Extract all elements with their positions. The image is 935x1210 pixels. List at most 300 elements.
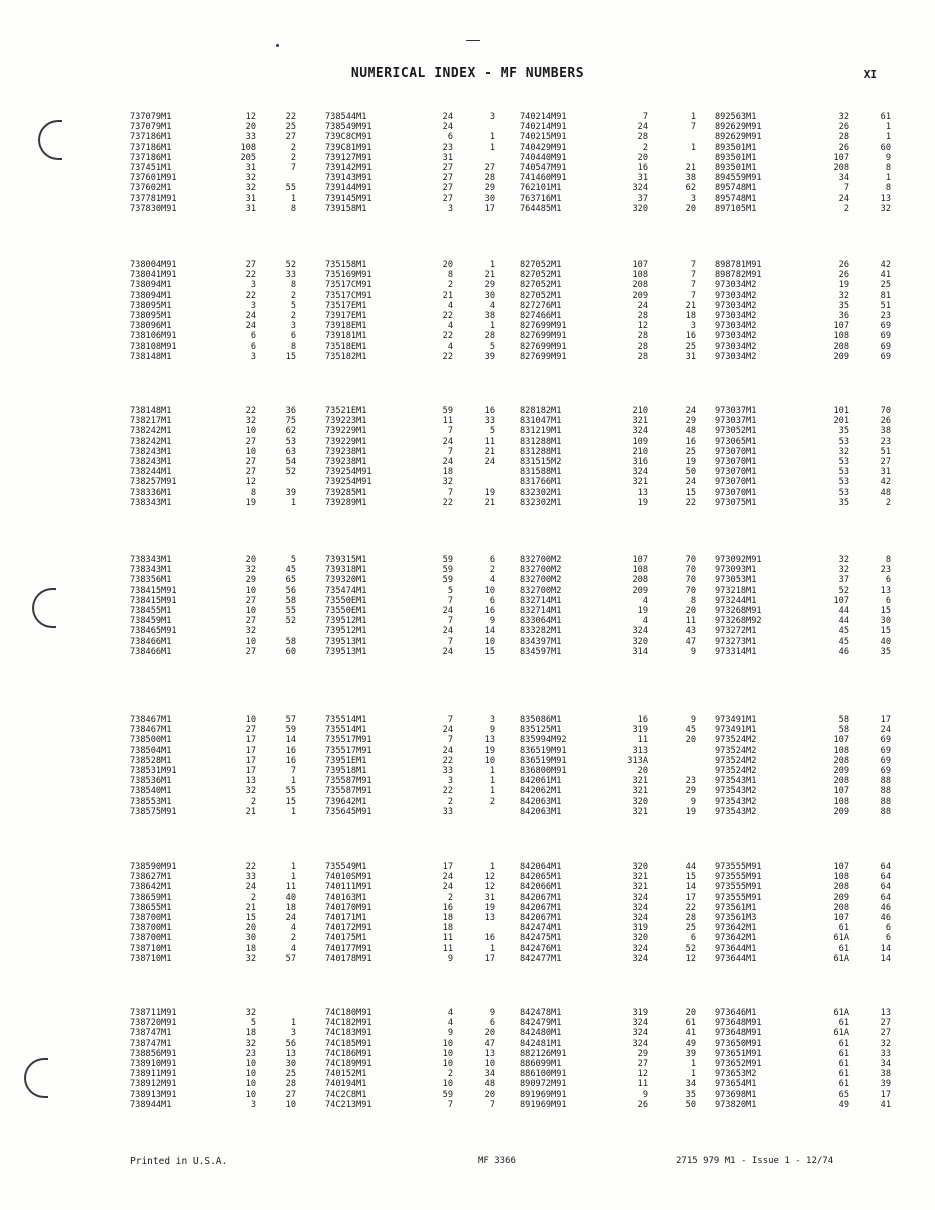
page-ref: 35 bbox=[838, 300, 849, 311]
item-ref: 7 bbox=[290, 162, 296, 173]
item-ref: 51 bbox=[880, 446, 891, 457]
page-ref: 324 bbox=[632, 892, 648, 903]
binder-hole-middle bbox=[32, 588, 56, 628]
page-ref: 3 bbox=[250, 351, 256, 362]
item-ref: 61 bbox=[880, 112, 891, 122]
page-ref: 7 bbox=[447, 636, 453, 647]
mf-number: 973698M1 bbox=[715, 1089, 757, 1100]
mf-number: 832700M2 bbox=[520, 585, 562, 596]
mf-number: 973070M1 bbox=[715, 456, 757, 467]
page-ref: 32 bbox=[245, 953, 256, 964]
mf-number: 831047M1 bbox=[520, 416, 562, 427]
mf-number: 831588M1 bbox=[520, 467, 562, 478]
page-ref: 9 bbox=[447, 1028, 453, 1039]
item-ref: 33 bbox=[880, 1048, 891, 1059]
page-ref: 19 bbox=[838, 280, 849, 291]
page-ref: 7 bbox=[447, 487, 453, 498]
mf-number: 827466M1 bbox=[520, 310, 562, 321]
page-ref: 321 bbox=[632, 882, 648, 893]
item-ref: 21 bbox=[685, 162, 696, 173]
item-ref: 10 bbox=[484, 636, 495, 647]
mf-number: 973648M91 bbox=[715, 1028, 762, 1039]
item-ref: 15 bbox=[880, 605, 891, 616]
item-ref: 20 bbox=[685, 605, 696, 616]
mf-number: 897105M1 bbox=[715, 203, 757, 214]
mf-number: 764485M1 bbox=[520, 203, 562, 214]
mf-number: 740175M1 bbox=[325, 933, 367, 944]
page-ref: 324 bbox=[632, 426, 648, 437]
page-ref: 32 bbox=[245, 183, 256, 194]
mf-number: 831288M1 bbox=[520, 446, 562, 457]
mf-number: 739320M1 bbox=[325, 575, 367, 586]
item-ref: 28 bbox=[685, 912, 696, 923]
page-ref: 61A bbox=[833, 953, 849, 964]
page-ref: 61 bbox=[838, 943, 849, 954]
mf-number: 973272M1 bbox=[715, 626, 757, 637]
item-ref: 46 bbox=[880, 912, 891, 923]
item-ref: 59 bbox=[285, 725, 296, 736]
page-ref: 44 bbox=[838, 616, 849, 627]
item-ref: 15 bbox=[484, 646, 495, 657]
mf-number: 740215M91 bbox=[520, 132, 567, 143]
page-title: NUMERICAL INDEX - MF NUMBERS bbox=[350, 66, 585, 81]
item-ref: 41 bbox=[880, 1099, 891, 1110]
item-ref: 28 bbox=[484, 331, 495, 342]
item-ref: 88 bbox=[880, 796, 891, 807]
mf-number: 738500M1 bbox=[130, 735, 172, 746]
mf-number: 73918EM1 bbox=[325, 321, 367, 332]
mf-number: 973524M2 bbox=[715, 735, 757, 746]
item-ref: 1 bbox=[489, 776, 495, 787]
mf-number: 737781M91 bbox=[130, 193, 177, 204]
mf-number: 738217M1 bbox=[130, 416, 172, 427]
mf-number: 738336M1 bbox=[130, 487, 172, 498]
mf-number: 973034M2 bbox=[715, 290, 757, 301]
item-ref: 7 bbox=[690, 280, 696, 291]
item-ref: 1 bbox=[489, 260, 495, 270]
page-ref: 321 bbox=[632, 872, 648, 883]
mf-number: 739142M91 bbox=[325, 162, 372, 173]
item-ref: 1 bbox=[290, 872, 296, 883]
mf-number: 739144M91 bbox=[325, 183, 372, 194]
item-ref: 5 bbox=[489, 426, 495, 437]
page-ref: 101 bbox=[833, 406, 849, 416]
mf-number: 842064M1 bbox=[520, 862, 562, 872]
page-ref: 4 bbox=[447, 1008, 453, 1018]
mf-number: 74C186M91 bbox=[325, 1048, 372, 1059]
page-ref: 208 bbox=[833, 341, 849, 352]
item-ref: 3 bbox=[690, 193, 696, 204]
item-ref: 49 bbox=[685, 1038, 696, 1049]
page-ref: 24 bbox=[245, 310, 256, 321]
item-ref: 70 bbox=[685, 575, 696, 586]
mf-number: 738467M1 bbox=[130, 725, 172, 736]
page-ref: 107 bbox=[833, 152, 849, 163]
mf-number: 973070M1 bbox=[715, 467, 757, 478]
mf-number: 738700M1 bbox=[130, 933, 172, 944]
mf-number: 973652M91 bbox=[715, 1058, 762, 1069]
mf-number: 891969M91 bbox=[520, 1089, 567, 1100]
mf-number: 886100M91 bbox=[520, 1069, 567, 1080]
item-ref: 38 bbox=[880, 1069, 891, 1080]
page-ref: 6 bbox=[250, 341, 256, 352]
mf-number: 892563M1 bbox=[715, 112, 757, 122]
item-ref: 11 bbox=[484, 436, 495, 447]
mf-number: 739513M1 bbox=[325, 636, 367, 647]
footer-issue: 2715 979 M1 - Issue 1 - 12/74 bbox=[676, 1156, 834, 1166]
item-ref: 30 bbox=[484, 290, 495, 301]
mf-number: 739C8CM91 bbox=[325, 132, 372, 143]
item-ref: 16 bbox=[285, 755, 296, 766]
page-ref: 27 bbox=[245, 646, 256, 657]
item-ref: 64 bbox=[880, 892, 891, 903]
item-ref: 48 bbox=[880, 487, 891, 498]
mf-number: 831766M1 bbox=[520, 477, 562, 488]
page-ref: 7 bbox=[447, 1099, 453, 1110]
mf-number: 832700M2 bbox=[520, 565, 562, 576]
binder-hole-bottom bbox=[24, 1058, 48, 1098]
item-ref: 20 bbox=[685, 735, 696, 746]
mf-number: 833064M1 bbox=[520, 616, 562, 627]
mf-number: 973650M91 bbox=[715, 1038, 762, 1049]
page-ref: 107 bbox=[833, 786, 849, 797]
binder-hole-top bbox=[38, 120, 62, 160]
mf-number: 73518EM1 bbox=[325, 341, 367, 352]
item-ref: 17 bbox=[880, 715, 891, 725]
mf-number: 740163M1 bbox=[325, 892, 367, 903]
mf-number: 738747M1 bbox=[130, 1038, 172, 1049]
item-ref: 13 bbox=[880, 193, 891, 204]
mf-number: 74C183M91 bbox=[325, 1028, 372, 1039]
item-ref: 1 bbox=[290, 862, 296, 872]
item-ref: 6 bbox=[489, 555, 495, 565]
page-ref: 24 bbox=[442, 872, 453, 883]
mf-number: 842065M1 bbox=[520, 872, 562, 883]
page-ref: 24 bbox=[442, 725, 453, 736]
mf-number: 898782M91 bbox=[715, 270, 762, 281]
item-ref: 70 bbox=[685, 555, 696, 565]
item-ref: 10 bbox=[484, 585, 495, 596]
page-ref: 33 bbox=[442, 806, 453, 817]
mf-number: 973037M1 bbox=[715, 416, 757, 427]
item-ref: 69 bbox=[880, 321, 891, 332]
item-ref: 1 bbox=[690, 142, 696, 153]
mf-number: 973052M1 bbox=[715, 426, 757, 437]
item-ref: 69 bbox=[880, 755, 891, 766]
item-ref: 52 bbox=[285, 616, 296, 627]
mf-number: 738242M1 bbox=[130, 426, 172, 437]
page-ref: 208 bbox=[632, 280, 648, 291]
item-ref: 70 bbox=[685, 565, 696, 576]
item-ref: 4 bbox=[290, 943, 296, 954]
page-ref: 2 bbox=[642, 142, 648, 153]
mf-number: 842067M1 bbox=[520, 912, 562, 923]
page-ref: 7 bbox=[642, 112, 648, 122]
mf-number: 893501M1 bbox=[715, 162, 757, 173]
item-ref: 1 bbox=[489, 321, 495, 332]
item-ref: 64 bbox=[880, 862, 891, 872]
page-ref: 29 bbox=[245, 575, 256, 586]
page-ref: 22 bbox=[245, 270, 256, 281]
page-ref: 34 bbox=[838, 173, 849, 184]
page-ref: 209 bbox=[833, 765, 849, 776]
page-ref: 321 bbox=[632, 416, 648, 427]
page-ref: 32 bbox=[245, 1008, 256, 1018]
item-ref: 65 bbox=[285, 575, 296, 586]
mf-number: 973820M1 bbox=[715, 1099, 757, 1110]
item-ref: 15 bbox=[285, 796, 296, 807]
mf-number: 842061M1 bbox=[520, 776, 562, 787]
page-ref: 10 bbox=[245, 1069, 256, 1080]
mf-number: 892629M91 bbox=[715, 132, 762, 143]
item-ref: 12 bbox=[484, 872, 495, 883]
item-ref: 1 bbox=[489, 142, 495, 153]
item-ref: 1 bbox=[885, 132, 891, 143]
item-ref: 25 bbox=[285, 1069, 296, 1080]
item-ref: 45 bbox=[685, 725, 696, 736]
mf-number: 973543M2 bbox=[715, 806, 757, 817]
page-ref: 4 bbox=[447, 300, 453, 311]
page-ref: 33 bbox=[245, 872, 256, 883]
mf-number: 738343M1 bbox=[130, 565, 172, 576]
mf-number: 738544M1 bbox=[325, 112, 367, 122]
page-ref: 7 bbox=[447, 735, 453, 746]
mf-number: 831219M1 bbox=[520, 426, 562, 437]
page-ref: 22 bbox=[442, 786, 453, 797]
page-ref: 4 bbox=[642, 616, 648, 627]
mf-number: 842066M1 bbox=[520, 882, 562, 893]
item-ref: 42 bbox=[880, 260, 891, 270]
page-ref: 26 bbox=[838, 122, 849, 133]
page-ref: 27 bbox=[245, 725, 256, 736]
mf-number: 895748M1 bbox=[715, 183, 757, 194]
item-ref: 1 bbox=[290, 497, 296, 508]
item-ref: 39 bbox=[484, 351, 495, 362]
page-ref: 33 bbox=[245, 132, 256, 143]
page-ref: 27 bbox=[442, 183, 453, 194]
item-ref: 39 bbox=[880, 1079, 891, 1090]
page-ref: 24 bbox=[442, 436, 453, 447]
item-ref: 14 bbox=[685, 882, 696, 893]
mf-number: 738356M1 bbox=[130, 575, 172, 586]
page-ref: 209 bbox=[833, 892, 849, 903]
item-ref: 42 bbox=[880, 477, 891, 488]
mf-number: 827052M1 bbox=[520, 270, 562, 281]
page-ref: 320 bbox=[632, 862, 648, 872]
item-ref: 16 bbox=[484, 406, 495, 416]
mf-number: 836800M91 bbox=[520, 765, 567, 776]
item-ref: 41 bbox=[685, 1028, 696, 1039]
mf-number: 973075M1 bbox=[715, 497, 757, 508]
page-ref: 321 bbox=[632, 806, 648, 817]
mf-number: 739513M1 bbox=[325, 646, 367, 657]
page-ref: 61A bbox=[833, 933, 849, 944]
page-ref: 30 bbox=[245, 933, 256, 944]
page-ref: 53 bbox=[838, 467, 849, 478]
page-ref: 45 bbox=[838, 636, 849, 647]
page-ref: 18 bbox=[245, 943, 256, 954]
page-ref: 3 bbox=[447, 776, 453, 787]
page-ref: 16 bbox=[637, 162, 648, 173]
page-ref: 31 bbox=[637, 173, 648, 184]
item-ref: 52 bbox=[285, 260, 296, 270]
item-ref: 15 bbox=[880, 626, 891, 637]
page-ref: 28 bbox=[637, 341, 648, 352]
page-ref: 24 bbox=[442, 882, 453, 893]
item-ref: 21 bbox=[484, 497, 495, 508]
page-ref: 37 bbox=[838, 575, 849, 586]
item-ref: 1 bbox=[690, 1069, 696, 1080]
item-ref: 3 bbox=[690, 321, 696, 332]
item-ref: 10 bbox=[484, 1058, 495, 1069]
item-ref: 9 bbox=[489, 616, 495, 627]
page-ref: 108 bbox=[833, 796, 849, 807]
item-ref: 55 bbox=[285, 605, 296, 616]
mf-number: 738710M1 bbox=[130, 953, 172, 964]
mf-number: 973524M2 bbox=[715, 755, 757, 766]
page-ref: 10 bbox=[442, 1038, 453, 1049]
item-ref: 13 bbox=[880, 585, 891, 596]
page-ref: 319 bbox=[632, 725, 648, 736]
page-ref: 37 bbox=[637, 193, 648, 204]
item-ref: 63 bbox=[285, 446, 296, 457]
item-ref: 62 bbox=[685, 183, 696, 194]
mf-number: 735645M91 bbox=[325, 806, 372, 817]
page-ref: 27 bbox=[442, 193, 453, 204]
item-ref: 9 bbox=[690, 646, 696, 657]
mf-number: 973092M91 bbox=[715, 555, 762, 565]
page-ref: 10 bbox=[442, 1058, 453, 1069]
page-ref: 210 bbox=[632, 406, 648, 416]
page-ref: 31 bbox=[245, 193, 256, 204]
page-ref: 2 bbox=[447, 892, 453, 903]
page-ref: 21 bbox=[245, 806, 256, 817]
page-ref: 17 bbox=[245, 765, 256, 776]
mf-number: 973646M1 bbox=[715, 1008, 757, 1018]
item-ref: 47 bbox=[484, 1038, 495, 1049]
page-ref: 24 bbox=[442, 745, 453, 756]
item-ref: 15 bbox=[685, 487, 696, 498]
page-ref: 208 bbox=[833, 755, 849, 766]
page-ref: 4 bbox=[447, 1018, 453, 1029]
item-ref: 15 bbox=[685, 872, 696, 883]
page-ref: 209 bbox=[833, 351, 849, 362]
page-ref: 31 bbox=[245, 162, 256, 173]
page-ref: 28 bbox=[637, 132, 648, 143]
page-ref: 28 bbox=[637, 351, 648, 362]
page-ref: 6 bbox=[250, 331, 256, 342]
item-ref: 5 bbox=[290, 555, 296, 565]
page-ref: 18 bbox=[442, 923, 453, 934]
mf-number: 973070M1 bbox=[715, 446, 757, 457]
item-ref: 11 bbox=[285, 882, 296, 893]
mf-number: 738655M1 bbox=[130, 902, 172, 913]
item-ref: 70 bbox=[880, 406, 891, 416]
page-ref: 61 bbox=[838, 923, 849, 934]
page-ref: 324 bbox=[632, 953, 648, 964]
item-ref: 19 bbox=[685, 456, 696, 467]
mf-number: 738720M91 bbox=[130, 1018, 177, 1029]
item-ref: 69 bbox=[880, 735, 891, 746]
mf-number: 735169M91 bbox=[325, 270, 372, 281]
mf-number: 834597M1 bbox=[520, 646, 562, 657]
item-ref: 55 bbox=[285, 183, 296, 194]
mf-number: 740429M91 bbox=[520, 142, 567, 153]
item-ref: 2 bbox=[489, 565, 495, 576]
page-ref: 31 bbox=[245, 203, 256, 214]
page-ref: 320 bbox=[632, 636, 648, 647]
page-ref: 24 bbox=[442, 646, 453, 657]
item-ref: 2 bbox=[885, 497, 891, 508]
item-ref: 48 bbox=[685, 426, 696, 437]
mf-number: 886099M1 bbox=[520, 1058, 562, 1069]
item-ref: 14 bbox=[484, 626, 495, 637]
mf-number: 827699M91 bbox=[520, 351, 567, 362]
item-ref: 18 bbox=[285, 902, 296, 913]
page-ref: 53 bbox=[838, 487, 849, 498]
item-ref: 69 bbox=[880, 765, 891, 776]
item-ref: 13 bbox=[484, 1048, 495, 1059]
page-ref: 26 bbox=[838, 260, 849, 270]
item-ref: 45 bbox=[285, 565, 296, 576]
item-ref: 8 bbox=[290, 280, 296, 291]
item-ref: 40 bbox=[285, 892, 296, 903]
item-ref: 25 bbox=[685, 446, 696, 457]
item-ref: 11 bbox=[685, 616, 696, 627]
page-ref: 20 bbox=[637, 765, 648, 776]
mf-number: 973644M1 bbox=[715, 953, 757, 964]
item-ref: 17 bbox=[685, 892, 696, 903]
item-ref: 33 bbox=[285, 270, 296, 281]
mf-number: 827052M1 bbox=[520, 280, 562, 291]
item-ref: 14 bbox=[880, 953, 891, 964]
mf-number: 973070M1 bbox=[715, 487, 757, 498]
page-ref: 61A bbox=[833, 1008, 849, 1018]
item-ref: 33 bbox=[484, 416, 495, 427]
mf-number: 842067M1 bbox=[520, 902, 562, 913]
mf-number: 739127M91 bbox=[325, 152, 372, 163]
item-ref: 9 bbox=[885, 152, 891, 163]
item-ref: 25 bbox=[880, 280, 891, 291]
page-ref: 107 bbox=[833, 912, 849, 923]
item-ref: 13 bbox=[484, 912, 495, 923]
item-ref: 24 bbox=[880, 725, 891, 736]
mf-number: 735474M1 bbox=[325, 585, 367, 596]
mf-number: 74C185M91 bbox=[325, 1038, 372, 1049]
page-ref: 59 bbox=[442, 555, 453, 565]
mf-number: 973651M91 bbox=[715, 1048, 762, 1059]
mf-number: 738944M1 bbox=[130, 1099, 172, 1110]
mf-number: 740152M1 bbox=[325, 1069, 367, 1080]
mf-number: 739145M91 bbox=[325, 193, 372, 204]
mf-number: 741460M91 bbox=[520, 173, 567, 184]
mf-number: 737079M1 bbox=[130, 112, 172, 122]
mf-number: 842479M1 bbox=[520, 1018, 562, 1029]
page-ref: 24 bbox=[637, 300, 648, 311]
page-ref: 32 bbox=[838, 446, 849, 457]
item-ref: 25 bbox=[685, 341, 696, 352]
scan-speck bbox=[276, 44, 279, 47]
item-ref: 75 bbox=[285, 416, 296, 427]
item-ref: 29 bbox=[484, 183, 495, 194]
item-ref: 5 bbox=[489, 341, 495, 352]
mf-number: 973034M2 bbox=[715, 310, 757, 321]
item-ref: 1 bbox=[489, 786, 495, 797]
page-ref: 324 bbox=[632, 1028, 648, 1039]
mf-number: 738747M1 bbox=[130, 1028, 172, 1039]
item-ref: 54 bbox=[285, 456, 296, 467]
page-ref: 24 bbox=[442, 456, 453, 467]
